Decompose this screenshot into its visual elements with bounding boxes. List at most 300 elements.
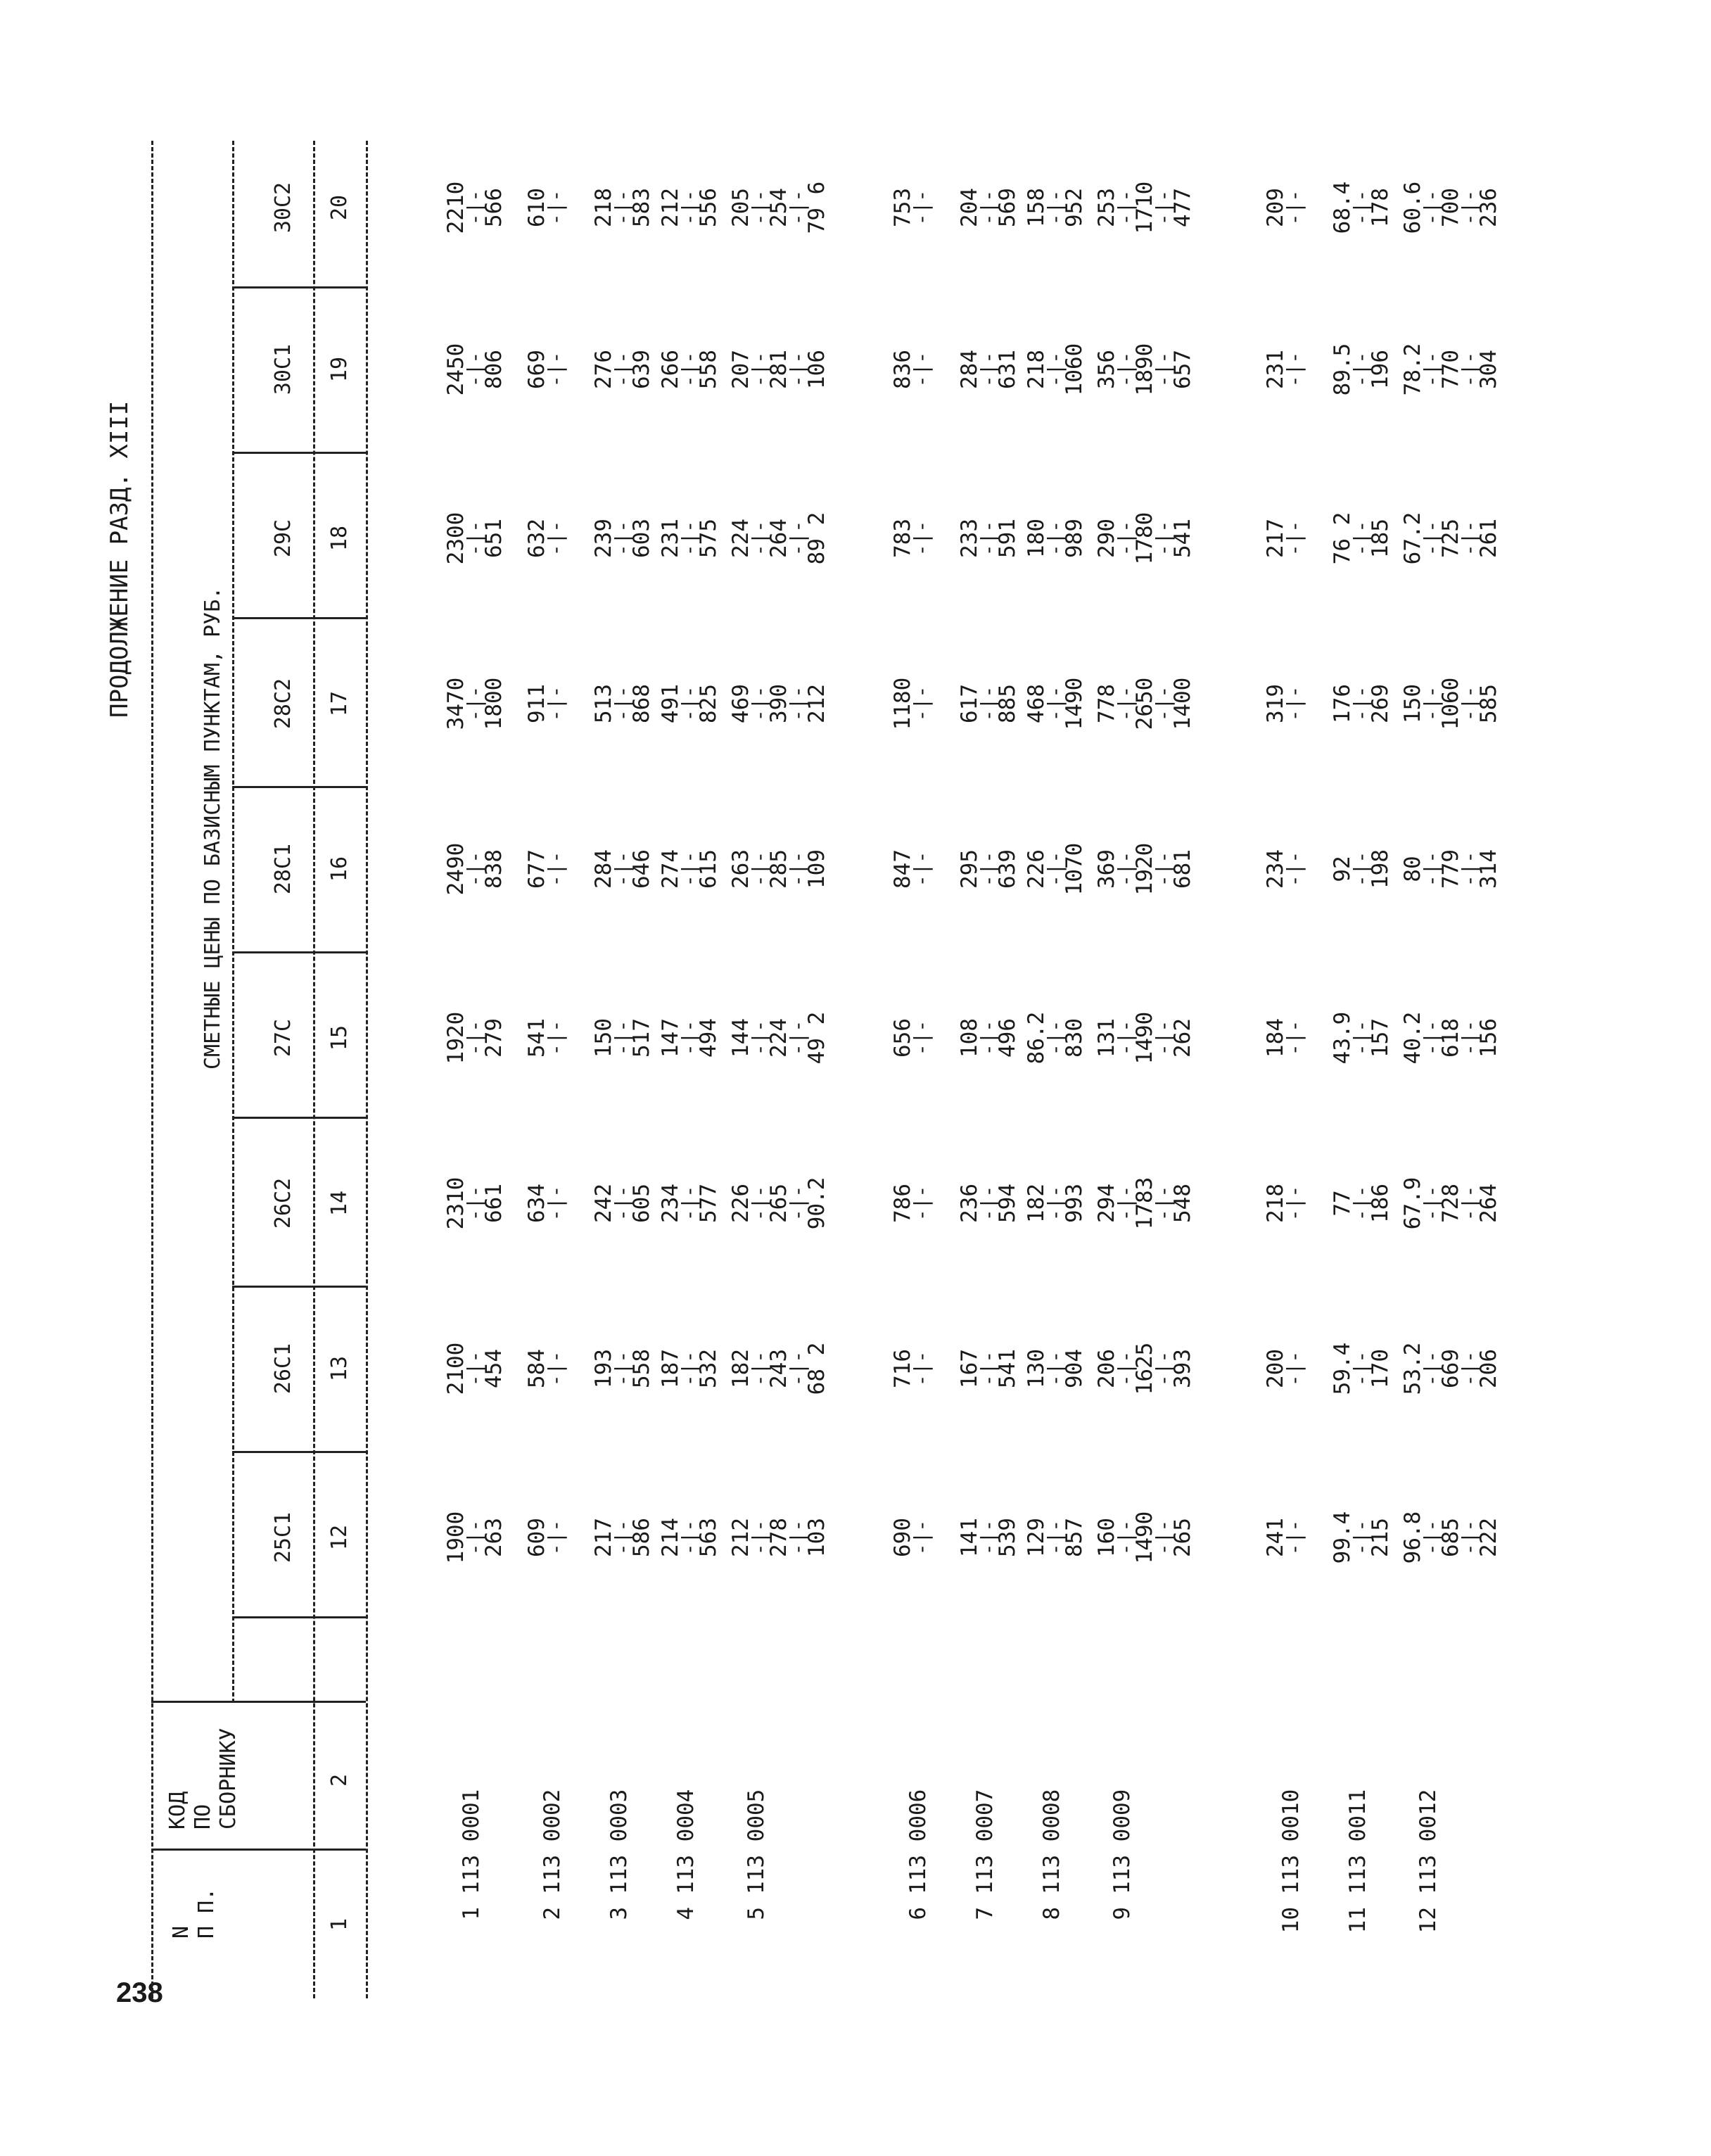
price-value-extra: 236 [1476, 188, 1501, 227]
fraction-bar: -|- [1458, 520, 1481, 557]
price-value: 167 [957, 1349, 982, 1388]
price-value-secondary: 830 [1062, 1018, 1087, 1058]
price-value: 226 [728, 1184, 753, 1223]
price-value-extra: 212 [804, 684, 829, 723]
price-value-secondary: 989 [1062, 519, 1087, 558]
fraction-bar: -|- [1152, 1185, 1175, 1222]
price-cell [660, 968, 719, 1108]
price-value-extra: 585 [1476, 684, 1501, 723]
header-divider [151, 1701, 366, 1703]
price-value: 2300 [443, 512, 469, 565]
fraction-bar: -|- [678, 520, 701, 557]
price-cell [890, 799, 933, 939]
fraction-bar: -|- [1349, 1185, 1373, 1222]
column-divider [232, 452, 366, 454]
fraction-bar: -|- [544, 1020, 567, 1056]
price-value-secondary: 556 [696, 188, 721, 227]
price-value: 129 [1024, 1518, 1049, 1557]
price-cell [443, 1298, 507, 1439]
price-cell [443, 799, 507, 939]
fraction-bar: -|- [1152, 1519, 1175, 1556]
price-value: 160 [1094, 1518, 1119, 1557]
fraction-bar: -|- [910, 1350, 933, 1387]
price-value: 513 [591, 684, 616, 723]
fraction-bar: -|- [1458, 851, 1481, 887]
column-header: 27С [271, 1018, 295, 1058]
price-value-secondary: 198 [1368, 849, 1393, 889]
price-value: 783 [890, 519, 915, 558]
price-value: 108 [957, 1018, 982, 1058]
price-cell [593, 633, 652, 774]
price-cell [443, 1467, 507, 1608]
fraction-bar: -|- [1114, 189, 1137, 226]
price-cell [1096, 137, 1193, 278]
fraction-bar: -|- [611, 1519, 634, 1556]
fraction-bar: -|- [1114, 1185, 1137, 1222]
price-cell [524, 1298, 567, 1439]
price-cell [1263, 799, 1306, 939]
fraction-bar: -|- [1420, 189, 1443, 226]
row-code [1109, 1789, 1135, 1970]
fraction-bar: -|- [1043, 685, 1067, 722]
price-value: 176 [1330, 684, 1355, 723]
price-value-extra: 206 [1476, 1349, 1501, 1388]
price-cell [524, 799, 567, 939]
row-code-text: 113 0007 [972, 1789, 998, 1894]
table-top-rule [151, 141, 153, 1998]
price-value: 468 [1024, 684, 1049, 723]
price-cell [1263, 1467, 1306, 1608]
price-value-extra: 79 6 [804, 181, 829, 234]
price-value: 231 [658, 519, 683, 558]
price-value-secondary: 569 [995, 188, 1020, 227]
price-value-secondary: 1710 [1132, 181, 1157, 234]
fraction-bar: -|- [463, 685, 486, 722]
fraction-bar: -|- [1283, 520, 1306, 557]
fraction-bar: -|- [1043, 1519, 1067, 1556]
price-cell [1026, 137, 1085, 278]
fraction-bar: -|- [1420, 1350, 1443, 1387]
price-value-secondary: 591 [995, 519, 1020, 558]
price-cell [1402, 299, 1499, 440]
price-cell [1096, 1133, 1193, 1274]
price-cell [660, 1467, 719, 1608]
fraction-bar: -|- [748, 685, 771, 722]
row-number: 1 [459, 1907, 484, 1920]
fraction-bar: -|- [910, 351, 933, 388]
price-value-secondary: 603 [629, 519, 654, 558]
num-label [169, 1888, 220, 1939]
fraction-bar: -|- [977, 1185, 1000, 1222]
fraction-bar: -|- [544, 851, 567, 887]
price-cell [443, 1133, 507, 1274]
fraction-bar: -|- [1458, 1350, 1481, 1387]
column-numbers-rule [366, 141, 368, 1998]
price-value: 130 [1024, 1349, 1049, 1388]
price-value-extra: 156 [1476, 1018, 1501, 1058]
price-cell [890, 468, 933, 609]
price-value: 214 [658, 1518, 683, 1557]
row-number: 3 [606, 1907, 632, 1920]
price-cell [1026, 1467, 1085, 1608]
price-value-secondary: 563 [696, 1518, 721, 1557]
fraction-bar: -|- [748, 1020, 771, 1056]
num-label-line2: П П. [194, 1887, 219, 1939]
price-value-secondary: 728 [1438, 1184, 1463, 1223]
price-cell [1026, 1133, 1085, 1274]
fraction-bar: -|- [1458, 1185, 1481, 1222]
fraction-bar: -|- [910, 1185, 933, 1222]
price-cell [660, 137, 719, 278]
price-cell [1332, 299, 1391, 440]
price-value: 847 [890, 849, 915, 889]
price-value-secondary: 566 [481, 188, 507, 227]
price-value: 491 [658, 684, 683, 723]
price-value: 610 [524, 188, 549, 227]
column-number: 17 [327, 690, 352, 717]
price-cell [660, 633, 719, 774]
price-value: 40.2 [1400, 1011, 1425, 1065]
price-value-secondary: 868 [629, 684, 654, 723]
price-cell [890, 633, 933, 774]
price-cell [1096, 633, 1193, 774]
fraction-bar: -|- [1283, 1350, 1306, 1387]
fraction-bar: -|- [1283, 1519, 1306, 1556]
price-value: 144 [728, 1018, 753, 1058]
price-cell [1263, 468, 1306, 609]
price-value-extra: 657 [1170, 350, 1195, 389]
fraction-bar: -|- [1420, 1519, 1443, 1556]
code-label-line2: ПО [191, 1803, 215, 1830]
price-value-secondary: 885 [995, 684, 1020, 723]
fraction-bar: -|- [1458, 685, 1481, 722]
price-value: 76 2 [1330, 512, 1355, 565]
price-value-secondary: 639 [995, 849, 1020, 889]
fraction-bar: -|- [1420, 851, 1443, 887]
price-value-secondary: 685 [1438, 1518, 1463, 1557]
fraction-bar: -|- [786, 189, 809, 226]
fraction-bar: -|- [544, 1185, 567, 1222]
fraction-bar: -|- [611, 851, 634, 887]
price-cell [1026, 468, 1085, 609]
price-cell [660, 1133, 719, 1274]
row-code-text: 113 0001 [459, 1789, 484, 1894]
price-value: 218 [591, 188, 616, 227]
price-value: 193 [591, 1349, 616, 1388]
fraction-bar: -|- [786, 1020, 809, 1056]
price-value: 141 [957, 1518, 982, 1557]
fraction-bar: -|- [611, 685, 634, 722]
price-value: 212 [658, 188, 683, 227]
price-value: 2450 [443, 343, 469, 396]
fraction-bar: -|- [1043, 1020, 1067, 1056]
fraction-bar: -|- [678, 351, 701, 388]
price-cell [959, 633, 1018, 774]
price-value: 266 [658, 350, 683, 389]
price-cell [1332, 799, 1391, 939]
price-value-secondary: 1920 [1132, 842, 1157, 896]
price-cell [730, 968, 827, 1108]
price-value-secondary: 186 [1368, 1184, 1393, 1223]
price-cell [730, 1467, 827, 1608]
price-cell [524, 137, 567, 278]
row-number: 9 [1109, 1907, 1135, 1920]
price-value: 224 [728, 519, 753, 558]
price-value: 205 [728, 188, 753, 227]
price-value-extra: 89 2 [804, 512, 829, 565]
price-value-secondary: 390 [766, 684, 791, 723]
price-cell [524, 1133, 567, 1274]
row-code-text: 113 0009 [1109, 1789, 1135, 1894]
row-code-text: 113 0008 [1039, 1789, 1064, 1894]
price-value: 131 [1094, 1018, 1119, 1058]
fraction-bar: -|- [678, 189, 701, 226]
price-value-secondary: 279 [481, 1018, 507, 1058]
fraction-bar: -|- [1283, 851, 1306, 887]
price-value: 656 [890, 1018, 915, 1058]
num-label-line1: N [169, 1925, 193, 1939]
row-code [606, 1789, 632, 1970]
price-value-secondary: 577 [696, 1184, 721, 1223]
price-cell [1332, 1298, 1391, 1439]
price-cell [1096, 468, 1193, 609]
price-value: 356 [1094, 350, 1119, 389]
fraction-bar: -|- [1283, 189, 1306, 226]
fraction-bar: -|- [1152, 520, 1175, 557]
price-cell [890, 1298, 933, 1439]
row-code [905, 1789, 931, 1970]
price-cell [593, 468, 652, 609]
price-value: 584 [524, 1349, 549, 1388]
fraction-bar: -|- [544, 189, 567, 226]
row-code-text: 113 0012 [1416, 1789, 1441, 1894]
price-cell [890, 137, 933, 278]
fraction-bar: -|- [1458, 1020, 1481, 1056]
fraction-bar: -|- [1349, 851, 1373, 887]
price-cell [1263, 1133, 1306, 1274]
price-value-secondary: 532 [696, 1349, 721, 1388]
price-value: 209 [1263, 188, 1288, 227]
price-value-secondary: 586 [629, 1518, 654, 1557]
row-code [1418, 1789, 1439, 1970]
price-value: 204 [957, 188, 982, 227]
price-value-secondary: 838 [481, 849, 507, 889]
fraction-bar: -|- [1458, 1519, 1481, 1556]
price-value: 369 [1094, 849, 1119, 889]
fraction-bar: -|- [1349, 1519, 1373, 1556]
price-cell [660, 468, 719, 609]
price-value: 3470 [443, 677, 469, 730]
row-code [542, 1789, 563, 1970]
column-divider [232, 1451, 366, 1453]
fraction-bar: -|- [786, 685, 809, 722]
price-cell [1026, 299, 1085, 440]
rotated-table-page [98, 141, 1646, 1998]
fraction-bar: -|- [1349, 520, 1373, 557]
price-value: 67.9 [1400, 1177, 1425, 1230]
price-value-secondary: 646 [629, 849, 654, 889]
price-cell [443, 299, 507, 440]
fraction-bar: -|- [910, 685, 933, 722]
price-value: 290 [1094, 519, 1119, 558]
price-value: 78.2 [1400, 343, 1425, 396]
fraction-bar: -|- [1043, 1350, 1067, 1387]
price-value: 231 [1263, 350, 1288, 389]
row-code [675, 1789, 697, 1970]
fraction-bar: -|- [1458, 351, 1481, 388]
price-value-secondary: 496 [995, 1018, 1020, 1058]
row-number: 6 [905, 1907, 931, 1920]
price-value: 218 [1263, 1184, 1288, 1223]
code-label [165, 1728, 241, 1830]
price-value-secondary: 631 [995, 350, 1020, 389]
fraction-bar: -|- [611, 189, 634, 226]
code-label-line1: КОД [165, 1791, 190, 1830]
price-value: 86.2 [1024, 1011, 1049, 1065]
price-cell [730, 633, 827, 774]
price-cell [1332, 468, 1391, 609]
price-value-secondary: 952 [1062, 188, 1087, 227]
price-cell [730, 1298, 827, 1439]
fraction-bar: -|- [611, 1020, 634, 1056]
price-value: 836 [890, 350, 915, 389]
price-value: 53.2 [1400, 1342, 1425, 1395]
fraction-bar: -|- [1152, 685, 1175, 722]
column-divider [232, 1616, 366, 1618]
price-cell [1402, 799, 1499, 939]
price-value-secondary: 1890 [1132, 343, 1157, 396]
price-value-extra: 90.2 [804, 1177, 829, 1230]
row-code [746, 1789, 767, 1970]
price-cell [1263, 299, 1306, 440]
price-value: 43.9 [1330, 1011, 1355, 1065]
fraction-bar: -|- [1114, 520, 1137, 557]
price-value: 80 [1400, 856, 1425, 882]
row-code-text: 113 0006 [905, 1789, 931, 1894]
fraction-bar: -|- [910, 851, 933, 887]
price-cell [1263, 1298, 1306, 1439]
price-value: 234 [658, 1184, 683, 1223]
row-number: 2 [540, 1907, 565, 1920]
column-number: 16 [327, 856, 352, 882]
fraction-bar: -|- [1420, 1185, 1443, 1222]
column-number: 14 [327, 1190, 352, 1217]
row-number: 8 [1039, 1907, 1064, 1920]
price-value-secondary: 1490 [1132, 1511, 1157, 1564]
fraction-bar: -|- [1349, 1350, 1373, 1387]
price-value-secondary: 558 [629, 1349, 654, 1388]
prices-header-rule [232, 141, 234, 1703]
fraction-bar: -|- [910, 1020, 933, 1056]
price-value-secondary: 1060 [1062, 343, 1087, 396]
fraction-bar: -|- [1114, 351, 1137, 388]
price-value-extra: 262 [1170, 1018, 1195, 1058]
price-value-extra: 541 [1170, 519, 1195, 558]
code-label-line3: СБОРНИКУ [216, 1727, 241, 1830]
price-value-secondary: 178 [1368, 188, 1393, 227]
fraction-bar: -|- [678, 685, 701, 722]
price-cell [730, 137, 827, 278]
price-cell [1096, 1467, 1193, 1608]
price-value-secondary: 215 [1368, 1518, 1393, 1557]
price-cell [524, 633, 567, 774]
price-cell [1402, 1467, 1499, 1608]
price-value: 2100 [443, 1342, 469, 1395]
price-cell [660, 299, 719, 440]
price-cell [443, 968, 507, 1108]
fraction-bar: -|- [1283, 351, 1306, 388]
fraction-bar: -|- [1043, 351, 1067, 388]
price-value-secondary: 825 [696, 684, 721, 723]
price-value: 217 [1263, 519, 1288, 558]
price-cell [1332, 1467, 1391, 1608]
price-value: 206 [1094, 1349, 1119, 1388]
fraction-bar: -|- [544, 1350, 567, 1387]
fraction-bar: -|- [977, 1519, 1000, 1556]
price-cell [524, 468, 567, 609]
fraction-bar: -|- [1458, 189, 1481, 226]
column-number: 12 [327, 1524, 352, 1551]
price-value-secondary: 558 [696, 350, 721, 389]
price-value-extra: 304 [1476, 350, 1501, 389]
price-value-secondary: 594 [995, 1184, 1020, 1223]
price-value: 226 [1024, 849, 1049, 889]
price-value-extra: 103 [804, 1518, 829, 1557]
column-number: 15 [327, 1025, 352, 1051]
price-value-extra: 1400 [1170, 677, 1195, 730]
price-value: 2210 [443, 181, 469, 234]
column-header: 28С1 [271, 843, 295, 895]
price-cell [593, 1133, 652, 1274]
row-code-text: 113 0004 [673, 1789, 699, 1894]
price-value: 180 [1024, 519, 1049, 558]
price-value: 609 [524, 1518, 549, 1557]
fraction-bar: -|- [977, 189, 1000, 226]
price-cell [959, 1467, 1018, 1608]
price-cell [593, 299, 652, 440]
price-cell [959, 468, 1018, 609]
fraction-bar: -|- [977, 351, 1000, 388]
price-value: 632 [524, 519, 549, 558]
price-cell [959, 1298, 1018, 1439]
price-value-secondary: 185 [1368, 519, 1393, 558]
column-names-rule [313, 141, 315, 1998]
price-cell [524, 299, 567, 440]
fraction-bar: -|- [1043, 851, 1067, 887]
price-value-extra: 222 [1476, 1518, 1501, 1557]
price-cell [730, 799, 827, 939]
price-value-secondary: 539 [995, 1518, 1020, 1557]
fraction-bar: -|- [1043, 520, 1067, 557]
price-cell [1402, 468, 1499, 609]
price-cell [1332, 968, 1391, 1108]
price-value-secondary: 1800 [481, 677, 507, 730]
price-cell [593, 1467, 652, 1608]
price-value: 2310 [443, 1177, 469, 1230]
fraction-bar: -|- [678, 1020, 701, 1056]
price-value-secondary: 575 [696, 519, 721, 558]
price-cell [1096, 799, 1193, 939]
price-value-secondary: 2650 [1132, 677, 1157, 730]
price-value: 217 [591, 1518, 616, 1557]
fraction-bar: -|- [1283, 1185, 1306, 1222]
price-value: 182 [1024, 1184, 1049, 1223]
row-code-text: 113 0003 [606, 1789, 632, 1894]
price-value-secondary: 1780 [1132, 512, 1157, 565]
prices-title: СМЕТНЫЕ ЦЕНЫ ПО БАЗИСНЫМ ПУНКТАМ, РУБ. [201, 586, 225, 1070]
fraction-bar: -|- [1349, 351, 1373, 388]
column-divider [232, 286, 366, 288]
